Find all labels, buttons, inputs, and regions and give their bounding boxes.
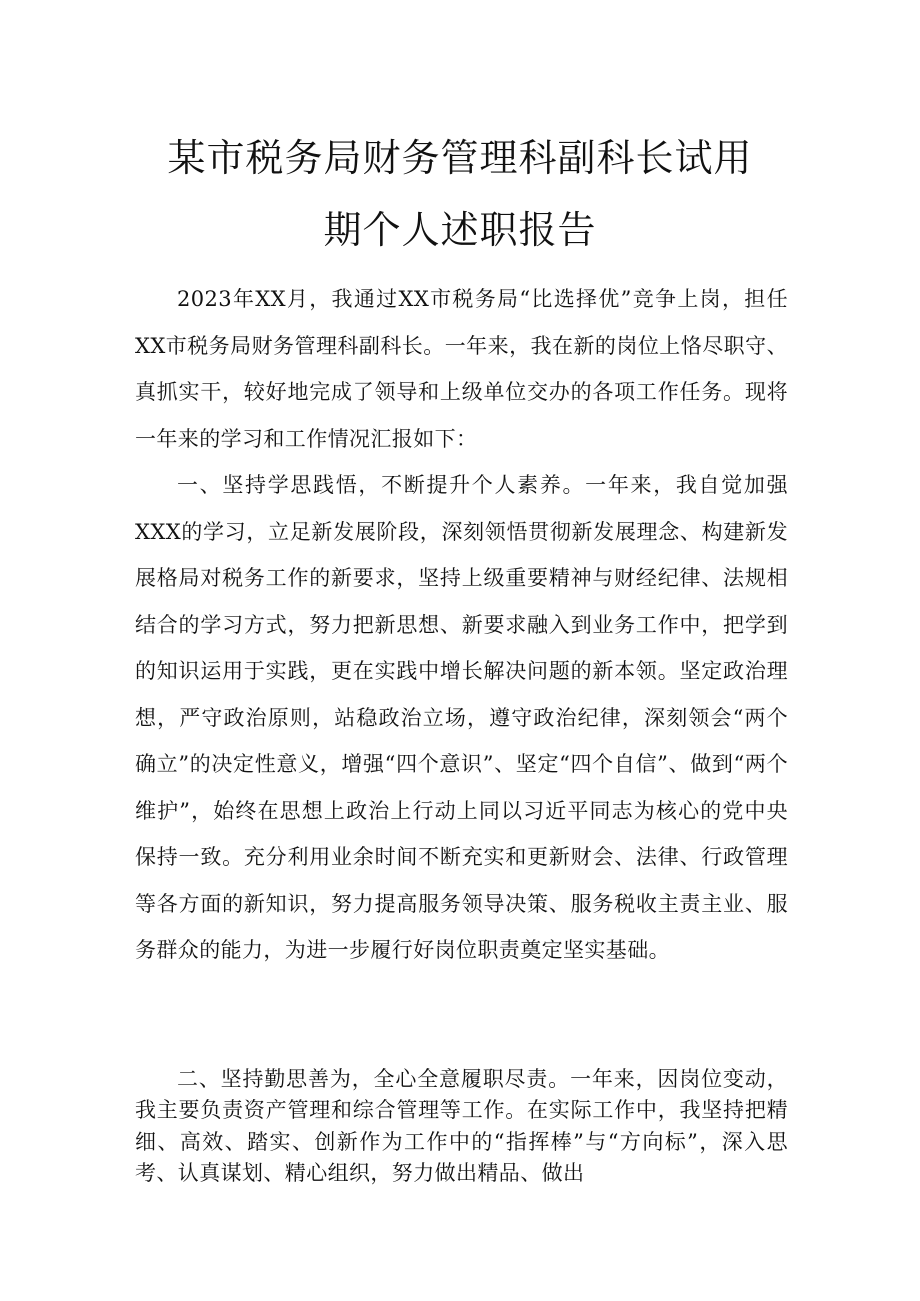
document-title-line-1: 某市税务局财务管理科副科长试用 bbox=[167, 136, 753, 180]
document-body bbox=[135, 276, 788, 974]
paragraph-intro: 2023年XX月，我通过XX市税务局“比选择优”竞争上岗，担任XX市税务局财务管理科副科长。一年来，我在新的岗位上恪尽职守、真抓实干，较好地完成了领导和上级单位交办的各项工作任务。现将一年来的学习和工作情况汇报如下： bbox=[135, 287, 788, 451]
document-title-line-2: 期个人述职报告 bbox=[323, 208, 597, 252]
paragraph-section-2: 二、坚持勤思善为，全心全意履职尽责。一年来，因岗位变动，我主要负责资产管理和综合管理等工作。在实际工作中，我坚持把精细、高效、踏实、创新作为工作中的“指挥棒”与“方向标”，深入思考、认真谋划、精心组织，努力做出精品、做出 bbox=[135, 1067, 788, 1185]
paragraph-section-1: 一、坚持学思践悟，不断提升个人素养。一年来，我自觉加强XXX的学习，立足新发展阶段，深刻领悟贯彻新发展理念、构建新发展格局对税务工作的新要求，坚持上级重要精神与财经纪律、法规相结合的学习方式，努力把新思想、新要求融入到业务工作中，把学到的知识运用于实践，更在实践中增长解决问题的新本领。坚定政治理想，严守政治原则，站稳政治立场，遵守政治纪律，深刻领会“两个确立”的决定性意义，增强“四个意识”、坚定“四个自信”、做到“两个维护”，始终在思想上政治上行动上同以习近平同志为核心的党中央保持一致。充分利用业余时间不断充实和更新财会、法律、行政管理等各方面的新知识，努力提高服务领导决策、服务税收主责主业、服务群众的能力，为进一步履行好岗位职责奠定坚实基础。 bbox=[135, 473, 788, 962]
